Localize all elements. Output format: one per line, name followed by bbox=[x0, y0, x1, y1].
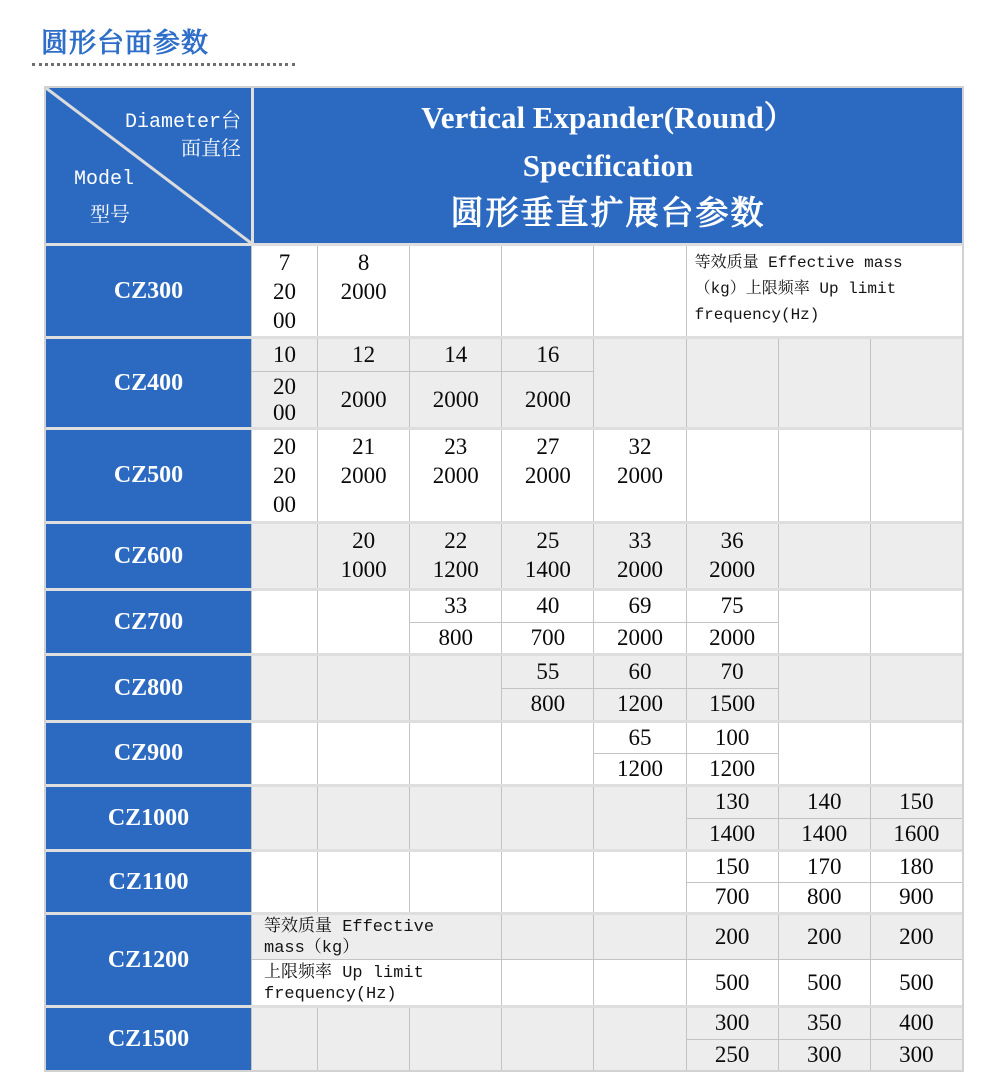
spec-cell bbox=[686, 915, 778, 960]
table-row bbox=[46, 849, 962, 912]
model-cell: CZ1500 bbox=[46, 1008, 251, 1070]
spec-cell bbox=[317, 339, 409, 427]
mass-value: 140 bbox=[779, 787, 870, 819]
mass-value: 55 bbox=[502, 656, 593, 689]
mass-value: 400 bbox=[871, 1008, 962, 1040]
spec-cell bbox=[870, 960, 962, 1005]
mass-value: 350 bbox=[779, 1008, 870, 1040]
mass-value: 300 bbox=[687, 1008, 778, 1040]
spec-cell bbox=[686, 1008, 778, 1070]
freq-value: 2000 bbox=[273, 373, 296, 425]
table-title-line2: Specification bbox=[522, 147, 694, 183]
freq-value: 300 bbox=[899, 1041, 934, 1067]
spec-cell bbox=[778, 1008, 870, 1070]
table-header-row bbox=[46, 88, 962, 243]
note-line: mass（kg） bbox=[264, 939, 360, 958]
empty-cell bbox=[778, 339, 870, 427]
model-cell: CZ1100 bbox=[46, 852, 251, 912]
spec-cell bbox=[686, 723, 778, 784]
empty-cell bbox=[501, 1008, 593, 1070]
model-cell: CZ900 bbox=[46, 723, 251, 784]
empty-cell bbox=[251, 656, 317, 720]
spec-cell bbox=[251, 430, 317, 521]
empty-cell bbox=[317, 591, 409, 653]
empty-cell bbox=[686, 339, 778, 427]
spec-cell bbox=[409, 524, 501, 588]
mass-note-cell bbox=[251, 915, 501, 960]
freq-value: 1200 bbox=[432, 557, 479, 582]
empty-cell bbox=[501, 915, 593, 960]
empty-cell bbox=[409, 723, 501, 784]
spec-cell bbox=[317, 430, 409, 521]
empty-cell bbox=[870, 723, 962, 784]
empty-cell bbox=[409, 1008, 501, 1070]
model-cell: CZ700 bbox=[46, 591, 251, 653]
mass-value: 10 bbox=[252, 339, 317, 372]
mass-value: 65 bbox=[594, 723, 685, 754]
empty-cell bbox=[317, 656, 409, 720]
empty-cell bbox=[251, 723, 317, 784]
mass-value: 7 bbox=[278, 250, 291, 275]
diameter-label-line2: 面直径 bbox=[181, 139, 241, 162]
freq-value: 2000 bbox=[616, 557, 663, 582]
freq-value: 2000 bbox=[432, 386, 479, 412]
empty-cell bbox=[778, 430, 870, 521]
spec-cell bbox=[870, 852, 962, 912]
freq-value: 2000 bbox=[709, 624, 756, 650]
mass-value: 27 bbox=[536, 434, 560, 459]
table-row bbox=[46, 521, 962, 588]
empty-cell bbox=[501, 723, 593, 784]
mass-value: 21 bbox=[352, 434, 376, 459]
spec-table bbox=[44, 86, 964, 1072]
freq-value: 2000 bbox=[709, 557, 756, 582]
spec-cell bbox=[593, 524, 685, 588]
spec-cell bbox=[778, 960, 870, 1005]
spec-cell bbox=[686, 524, 778, 588]
spec-cell bbox=[317, 524, 409, 588]
spec-cell bbox=[870, 1008, 962, 1070]
note-line: frequency(Hz) bbox=[694, 306, 820, 324]
freq-value: 1200 bbox=[709, 756, 756, 781]
mass-value: 69 bbox=[594, 591, 685, 623]
mass-value: 33 bbox=[410, 591, 501, 623]
mass-value: 70 bbox=[687, 656, 778, 689]
freq-value: 500 bbox=[807, 969, 842, 995]
spec-cell bbox=[251, 246, 317, 336]
spec-cell bbox=[778, 852, 870, 912]
freq-value: 2000 bbox=[524, 386, 571, 412]
empty-cell bbox=[251, 591, 317, 653]
empty-cell bbox=[686, 430, 778, 521]
mass-value: 170 bbox=[779, 852, 870, 883]
freq-value: 1600 bbox=[893, 820, 940, 846]
table-title-cell bbox=[251, 88, 962, 243]
mass-value: 60 bbox=[594, 656, 685, 689]
empty-cell bbox=[409, 787, 501, 849]
mass-value: 200 bbox=[899, 924, 934, 949]
empty-cell bbox=[501, 960, 593, 1005]
mass-value: 36 bbox=[720, 528, 744, 553]
spec-cell bbox=[409, 339, 501, 427]
freq-value: 2000 bbox=[340, 279, 387, 304]
empty-cell bbox=[778, 723, 870, 784]
freq-value: 2000 bbox=[273, 463, 296, 517]
freq-value: 700 bbox=[530, 624, 566, 650]
spec-cell bbox=[409, 430, 501, 521]
spec-cell bbox=[593, 723, 685, 784]
mass-value: 33 bbox=[628, 528, 652, 553]
freq-value: 2000 bbox=[616, 463, 663, 488]
empty-cell bbox=[409, 246, 501, 336]
table-row bbox=[46, 588, 962, 653]
spec-cell bbox=[317, 246, 409, 336]
mass-value: 16 bbox=[502, 339, 593, 372]
spec-cell bbox=[686, 656, 778, 720]
spec-cell bbox=[501, 430, 593, 521]
empty-cell bbox=[870, 339, 962, 427]
model-cell: CZ300 bbox=[46, 246, 251, 336]
mass-value: 100 bbox=[687, 723, 778, 754]
spec-cell bbox=[501, 524, 593, 588]
note-line: （kg）上限频率 Up limit bbox=[694, 280, 897, 298]
title-dotted-underline bbox=[32, 63, 295, 66]
empty-cell bbox=[409, 852, 501, 912]
corner-cell bbox=[46, 88, 251, 243]
empty-cell bbox=[870, 524, 962, 588]
spec-cell bbox=[593, 591, 685, 653]
freq-value: 250 bbox=[714, 1041, 750, 1067]
note-line: 上限频率 Up limit bbox=[264, 963, 424, 983]
empty-cell bbox=[501, 852, 593, 912]
empty-cell bbox=[251, 1008, 317, 1070]
freq-value: 800 bbox=[530, 691, 566, 717]
empty-cell bbox=[593, 246, 685, 336]
spec-cell bbox=[501, 656, 593, 720]
empty-cell bbox=[251, 852, 317, 912]
table-row bbox=[46, 243, 962, 336]
mass-value: 25 bbox=[536, 528, 560, 553]
note-line: 等效质量 Effective mass bbox=[694, 254, 903, 272]
mass-value: 14 bbox=[410, 339, 501, 372]
spec-cell bbox=[778, 787, 870, 849]
spec-cell bbox=[686, 852, 778, 912]
model-cell: CZ400 bbox=[46, 339, 251, 427]
empty-cell bbox=[593, 1008, 685, 1070]
empty-cell bbox=[870, 430, 962, 521]
note-line: frequency(Hz) bbox=[264, 984, 397, 1004]
empty-cell bbox=[778, 591, 870, 653]
spec-cell bbox=[870, 915, 962, 960]
spec-cell bbox=[593, 656, 685, 720]
freq-value: 500 bbox=[899, 969, 934, 995]
freq-value: 2000 bbox=[616, 624, 663, 650]
empty-cell bbox=[317, 723, 409, 784]
empty-cell bbox=[593, 915, 685, 960]
diameter-label-line1: Diameter台 bbox=[124, 111, 241, 134]
empty-cell bbox=[317, 787, 409, 849]
freq-value: 1200 bbox=[616, 691, 663, 717]
empty-cell bbox=[593, 787, 685, 849]
empty-cell bbox=[593, 852, 685, 912]
model-cell: CZ800 bbox=[46, 656, 251, 720]
mass-value: 23 bbox=[444, 434, 468, 459]
mass-value: 12 bbox=[318, 339, 409, 372]
empty-cell bbox=[501, 787, 593, 849]
mass-value: 180 bbox=[871, 852, 962, 883]
freq-value: 1400 bbox=[524, 557, 571, 582]
empty-cell bbox=[778, 524, 870, 588]
mass-value: 32 bbox=[628, 434, 652, 459]
freq-value: 800 bbox=[438, 624, 473, 650]
table-row bbox=[46, 336, 962, 427]
model-cell: CZ600 bbox=[46, 524, 251, 588]
freq-value: 1400 bbox=[709, 820, 756, 846]
mass-value: 20 bbox=[273, 434, 296, 459]
spec-cell bbox=[778, 915, 870, 960]
spec-cell bbox=[686, 960, 778, 1005]
mass-value: 150 bbox=[687, 852, 778, 883]
model-label-line2: 型号 bbox=[90, 205, 130, 228]
freq-value: 500 bbox=[714, 969, 750, 995]
freq-value: 2000 bbox=[273, 279, 296, 333]
table-row bbox=[46, 653, 962, 720]
mass-value: 8 bbox=[357, 250, 370, 275]
spec-cell bbox=[593, 430, 685, 521]
mass-value: 200 bbox=[807, 924, 842, 949]
empty-cell bbox=[251, 787, 317, 849]
mass-value: 40 bbox=[502, 591, 593, 623]
model-cell: CZ1200 bbox=[46, 915, 251, 1005]
table-row bbox=[46, 1005, 962, 1070]
empty-cell bbox=[870, 656, 962, 720]
model-label-line1: Model bbox=[74, 168, 135, 191]
table-row bbox=[46, 720, 962, 784]
table-title-line3: 圆形垂直扩展台参数 bbox=[450, 195, 766, 232]
spec-cell bbox=[501, 591, 593, 653]
empty-cell bbox=[870, 591, 962, 653]
empty-cell bbox=[593, 339, 685, 427]
freq-value: 1200 bbox=[616, 756, 663, 781]
note-line: 等效质量 Effective bbox=[264, 918, 435, 937]
spec-cell bbox=[501, 339, 593, 427]
freq-value: 1400 bbox=[801, 820, 848, 846]
freq-value: 300 bbox=[807, 1041, 842, 1067]
freq-value: 700 bbox=[714, 884, 750, 910]
spec-cell bbox=[409, 591, 501, 653]
spec-cell bbox=[686, 591, 778, 653]
mass-value: 130 bbox=[687, 787, 778, 819]
mass-value: 150 bbox=[871, 787, 962, 819]
freq-note-cell bbox=[251, 960, 501, 1005]
empty-cell bbox=[317, 1008, 409, 1070]
freq-value: 1000 bbox=[340, 557, 387, 582]
spec-cell bbox=[686, 787, 778, 849]
table-row bbox=[46, 912, 962, 1005]
empty-cell bbox=[251, 524, 317, 588]
freq-value: 1500 bbox=[709, 691, 756, 717]
empty-cell bbox=[409, 656, 501, 720]
empty-cell bbox=[317, 852, 409, 912]
table-row bbox=[46, 784, 962, 849]
mass-value: 75 bbox=[687, 591, 778, 623]
empty-cell bbox=[593, 960, 685, 1005]
freq-value: 2000 bbox=[524, 463, 571, 488]
empty-cell bbox=[778, 656, 870, 720]
units-note-cell bbox=[686, 246, 962, 336]
empty-cell bbox=[501, 246, 593, 336]
freq-value: 900 bbox=[899, 884, 934, 910]
freq-value: 2000 bbox=[432, 463, 479, 488]
table-row bbox=[46, 427, 962, 521]
page-title: 圆形台面参数 bbox=[41, 28, 209, 58]
table-title-line1: Vertical Expander(Round） bbox=[421, 99, 795, 135]
freq-value: 2000 bbox=[340, 463, 387, 488]
spec-cell bbox=[251, 339, 317, 427]
mass-value: 20 bbox=[352, 528, 376, 553]
model-cell: CZ1000 bbox=[46, 787, 251, 849]
freq-value: 2000 bbox=[340, 386, 387, 412]
spec-cell bbox=[870, 787, 962, 849]
mass-value: 22 bbox=[444, 528, 468, 553]
freq-value: 800 bbox=[807, 884, 842, 910]
model-cell: CZ500 bbox=[46, 430, 251, 521]
mass-value: 200 bbox=[714, 924, 750, 949]
